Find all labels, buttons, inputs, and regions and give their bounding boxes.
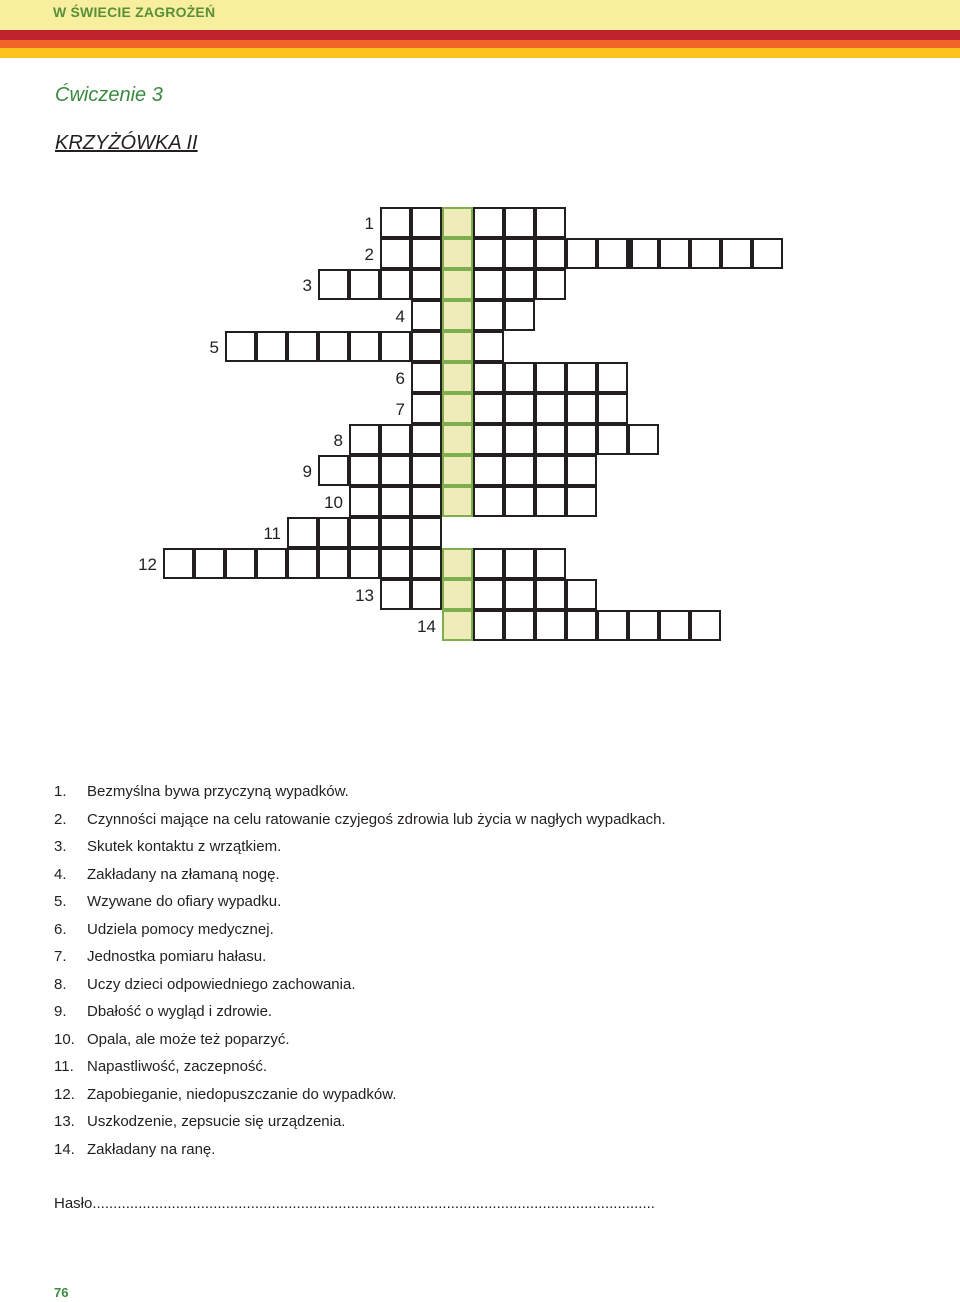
clue-item — [54, 892, 666, 920]
crossword-cell[interactable] — [318, 455, 349, 486]
clue-item-number: 3. — [54, 838, 67, 855]
crossword-cell[interactable] — [473, 238, 504, 269]
crossword-cell[interactable] — [535, 269, 566, 300]
crossword-cell[interactable] — [256, 331, 287, 362]
crossword-cell[interactable] — [504, 455, 535, 486]
clue-item-text: Napastliwość, zaczepność. — [87, 1058, 268, 1075]
crossword-cell[interactable] — [349, 424, 380, 455]
crossword-cell[interactable] — [411, 579, 442, 610]
crossword-cell[interactable] — [566, 424, 597, 455]
crossword-cell[interactable] — [566, 238, 597, 269]
section-title: W ŚWIECIE ZAGROŻEŃ — [53, 4, 216, 20]
clue-item-number: 7. — [54, 948, 67, 965]
crossword-cell[interactable] — [411, 424, 442, 455]
crossword-cell[interactable] — [535, 207, 566, 238]
crossword-cell[interactable] — [194, 548, 225, 579]
crossword-cell[interactable] — [256, 548, 287, 579]
key-cell[interactable] — [442, 300, 473, 331]
crossword-cell[interactable] — [690, 238, 721, 269]
crossword-cell[interactable] — [411, 362, 442, 393]
clue-item — [54, 1057, 666, 1085]
key-cell[interactable] — [442, 393, 473, 424]
crossword-cell[interactable] — [566, 610, 597, 641]
crossword-cell[interactable] — [380, 486, 411, 517]
clue-item-number: 12. — [54, 1085, 75, 1103]
crossword-cell[interactable] — [473, 579, 504, 610]
crossword-cell[interactable] — [504, 610, 535, 641]
crossword-cell[interactable] — [473, 269, 504, 300]
crossword-cell[interactable] — [411, 269, 442, 300]
crossword-cell[interactable] — [380, 424, 411, 455]
clue-number-9: 9 — [302, 462, 312, 481]
clue-item-text: Wzywane do ofiary wypadku. — [87, 893, 282, 910]
crossword-cell[interactable] — [535, 455, 566, 486]
crossword-cell[interactable] — [318, 548, 349, 579]
clue-item-number: 11. — [54, 1058, 74, 1075]
clue-item-number: 1. — [54, 783, 67, 800]
clue-item — [54, 1140, 666, 1168]
crossword-cell[interactable] — [163, 548, 194, 579]
crossword-cell[interactable] — [473, 486, 504, 517]
crossword-cell[interactable] — [287, 517, 318, 548]
clue-item — [54, 947, 666, 975]
crossword-cell[interactable] — [690, 610, 721, 641]
crossword-cell[interactable] — [597, 393, 628, 424]
crossword-cell[interactable] — [504, 486, 535, 517]
crossword-cell[interactable] — [411, 207, 442, 238]
crossword-cell[interactable] — [535, 579, 566, 610]
clue-list — [54, 782, 666, 1167]
key-cell[interactable] — [442, 579, 473, 610]
clue-item — [54, 975, 666, 1003]
page-number: 76 — [54, 1285, 69, 1300]
clue-item-text: Bezmyślna bywa przyczyną wypadków. — [87, 783, 349, 800]
clue-item — [54, 920, 666, 948]
crossword-cell[interactable] — [473, 610, 504, 641]
clue-item-number: 13. — [54, 1113, 75, 1130]
crossword-cell[interactable] — [535, 393, 566, 424]
clue-item-text: Jednostka pomiaru hałasu. — [87, 948, 267, 965]
clue-item — [54, 865, 666, 893]
key-cell[interactable] — [442, 331, 473, 362]
crossword-cell[interactable] — [411, 393, 442, 424]
key-cell[interactable] — [442, 207, 473, 238]
clue-item-number: 14. — [54, 1140, 75, 1158]
crossword-cell[interactable] — [349, 455, 380, 486]
clue-item-text: Skutek kontaktu z wrzątkiem. — [87, 838, 282, 855]
clue-item-number: 5. — [54, 893, 67, 910]
crossword-cell[interactable] — [504, 269, 535, 300]
crossword-cell[interactable] — [473, 300, 504, 331]
crossword-cell[interactable] — [473, 207, 504, 238]
clue-item-number: 6. — [54, 920, 67, 938]
crossword-cell[interactable] — [535, 486, 566, 517]
crossword-cell[interactable] — [566, 455, 597, 486]
clue-number-5: 5 — [209, 338, 219, 357]
crossword-cell[interactable] — [504, 579, 535, 610]
crossword-cell[interactable] — [473, 362, 504, 393]
crossword-cell[interactable] — [535, 424, 566, 455]
crossword-cell[interactable] — [535, 610, 566, 641]
crossword-cell[interactable] — [287, 548, 318, 579]
crossword-cell[interactable] — [380, 238, 411, 269]
crossword-cell[interactable] — [566, 362, 597, 393]
crossword-cell[interactable] — [597, 238, 628, 269]
crossword-cell[interactable] — [628, 424, 659, 455]
clue-item — [54, 810, 666, 838]
clue-number-11: 11 — [263, 524, 281, 543]
clue-item-number: 4. — [54, 865, 67, 883]
crossword-cell[interactable] — [659, 610, 690, 641]
clue-item — [54, 837, 666, 865]
clue-item-number: 10. — [54, 1030, 75, 1048]
crossword-cell[interactable] — [411, 486, 442, 517]
crossword-cell[interactable] — [597, 424, 628, 455]
clue-item-number: 8. — [54, 975, 67, 993]
clue-number-10: 10 — [324, 493, 343, 512]
crossword-cell[interactable] — [597, 610, 628, 641]
crossword-cell[interactable] — [566, 486, 597, 517]
key-cell[interactable] — [442, 424, 473, 455]
crossword-cell[interactable] — [566, 393, 597, 424]
clue-item — [54, 1085, 666, 1113]
clue-number-12: 12 — [138, 555, 157, 574]
clue-number-7: 7 — [395, 400, 405, 419]
clue-item-text: Udziela pomocy medycznej. — [87, 920, 274, 938]
crossword-cell[interactable] — [752, 238, 783, 269]
clue-item-text: Czynności mające na celu ratowanie czyjegoś zdrowia lub życia w nagłych wypadkach. — [87, 810, 666, 828]
key-cell[interactable] — [442, 362, 473, 393]
exercise-title: Ćwiczenie 3 — [55, 84, 163, 106]
clue-number-1: 1 — [364, 214, 374, 233]
crossword-cell[interactable] — [380, 548, 411, 579]
crossword-cell[interactable] — [349, 331, 380, 362]
clue-number-13: 13 — [355, 586, 374, 605]
crossword-cell[interactable] — [504, 548, 535, 579]
clue-number-3: 3 — [302, 276, 312, 295]
clue-number-6: 6 — [395, 369, 405, 388]
crossword-cell[interactable] — [597, 362, 628, 393]
crossword-cell[interactable] — [318, 269, 349, 300]
crossword-cell[interactable] — [535, 362, 566, 393]
crossword-cell[interactable] — [380, 207, 411, 238]
crossword-cell[interactable] — [566, 579, 597, 610]
clue-item-text: Zakładany na ranę. — [87, 1140, 216, 1158]
crossword-cell[interactable] — [659, 238, 690, 269]
clue-number-4: 4 — [395, 307, 405, 326]
crossword-cell[interactable] — [535, 238, 566, 269]
crossword-cell[interactable] — [504, 424, 535, 455]
crossword-cell[interactable] — [380, 517, 411, 548]
puzzle-title: KRZYŻÓWKA II — [55, 132, 198, 154]
crossword-cell[interactable] — [380, 455, 411, 486]
crossword-cell[interactable] — [411, 455, 442, 486]
clue-number-14: 14 — [417, 617, 436, 636]
crossword-cell[interactable] — [628, 610, 659, 641]
clue-item-text: Zakładany na złamaną nogę. — [87, 865, 280, 883]
crossword-cell[interactable] — [318, 331, 349, 362]
crossword-cell[interactable] — [504, 238, 535, 269]
crossword-cell[interactable] — [287, 331, 318, 362]
clue-number-2: 2 — [364, 245, 374, 264]
grid-divider — [629, 238, 633, 269]
clue-item-text: Uczy dzieci odpowiedniego zachowania. — [87, 975, 356, 993]
crossword-cell[interactable] — [349, 517, 380, 548]
clue-item-text: Opala, ale może też poparzyć. — [87, 1030, 290, 1048]
crossword-cell[interactable] — [721, 238, 752, 269]
crossword-cell[interactable] — [380, 331, 411, 362]
crossword-cell[interactable] — [225, 331, 256, 362]
clue-item-text: Zapobieganie, niedopuszczanie do wypadków. — [87, 1085, 397, 1103]
answer-line: Hasło....................................................................................................................................... — [54, 1195, 655, 1212]
crossword-cell[interactable] — [411, 548, 442, 579]
key-cell[interactable] — [442, 455, 473, 486]
clue-item-text: Uszkodzenie, zepsucie się urządzenia. — [87, 1113, 346, 1130]
key-cell[interactable] — [442, 486, 473, 517]
crossword-cell[interactable] — [504, 393, 535, 424]
crossword-cell[interactable] — [380, 269, 411, 300]
key-cell[interactable] — [442, 269, 473, 300]
crossword-cell[interactable] — [473, 331, 504, 362]
key-cell[interactable] — [442, 238, 473, 269]
crossword-cell[interactable] — [349, 269, 380, 300]
crossword-cell[interactable] — [349, 548, 380, 579]
crossword-cell[interactable] — [504, 207, 535, 238]
crossword-cell[interactable] — [504, 362, 535, 393]
key-cell[interactable] — [442, 548, 473, 579]
clue-item — [54, 1030, 666, 1058]
clue-item — [54, 1002, 666, 1030]
crossword-cell[interactable] — [473, 393, 504, 424]
clue-item-number: 2. — [54, 810, 67, 828]
clue-item — [54, 782, 666, 810]
crossword-cell[interactable] — [411, 331, 442, 362]
crossword-cell[interactable] — [318, 517, 349, 548]
clue-item-number: 9. — [54, 1003, 67, 1020]
clue-item-text: Dbałość o wygląd i zdrowie. — [87, 1003, 273, 1020]
crossword-cell[interactable] — [380, 579, 411, 610]
crossword-cell[interactable] — [535, 548, 566, 579]
crossword-cell[interactable] — [349, 486, 380, 517]
crossword-cell[interactable] — [225, 548, 256, 579]
crossword-cell[interactable] — [411, 517, 442, 548]
crossword-cell[interactable] — [504, 300, 535, 331]
clue-item — [54, 1112, 666, 1140]
clue-number-8: 8 — [333, 431, 343, 450]
key-cell[interactable] — [442, 610, 473, 641]
crossword-cell[interactable] — [473, 548, 504, 579]
crossword-cell[interactable] — [473, 455, 504, 486]
crossword-cell[interactable] — [473, 424, 504, 455]
crossword-cell[interactable] — [411, 238, 442, 269]
crossword-cell[interactable] — [411, 300, 442, 331]
